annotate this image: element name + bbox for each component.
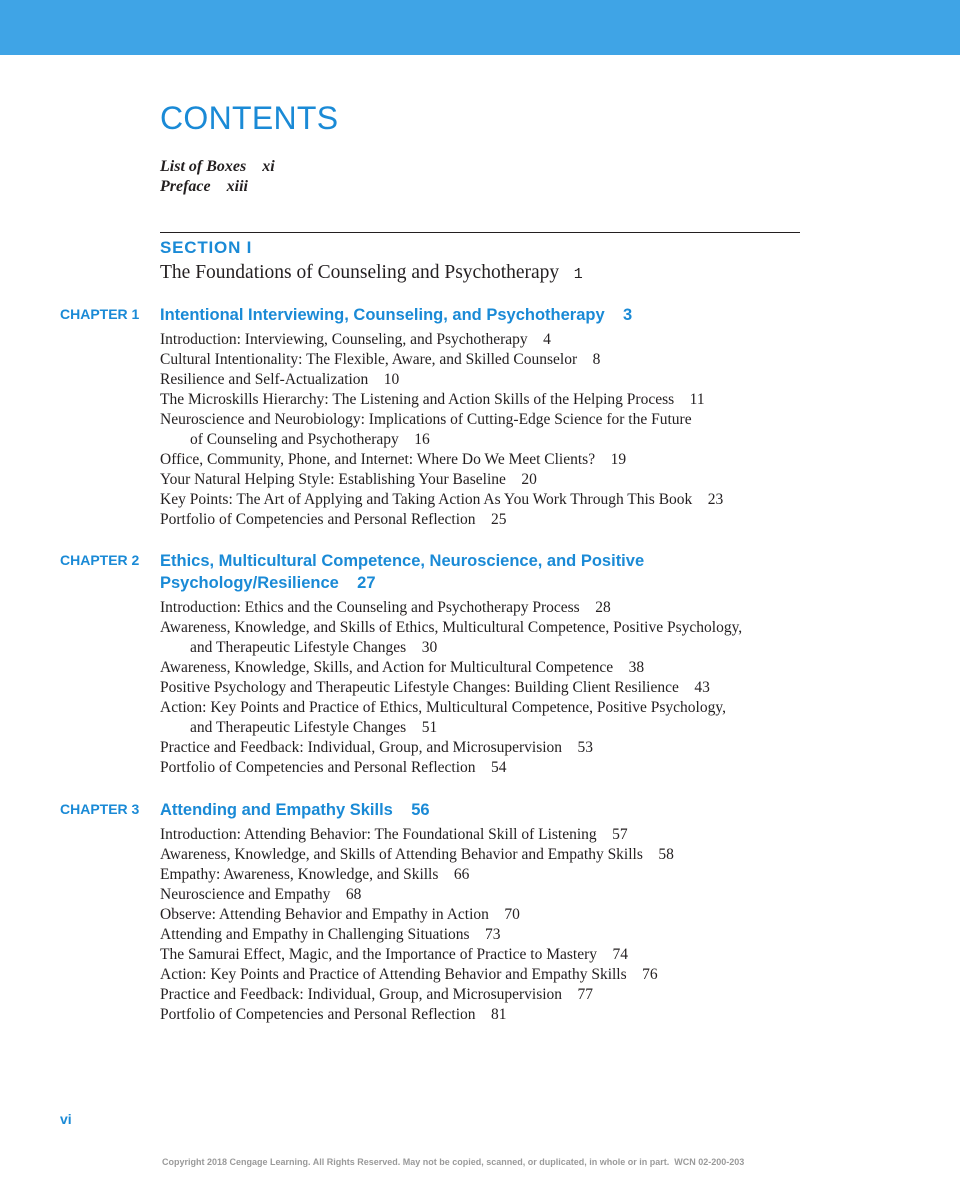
section-title[interactable] <box>160 261 583 287</box>
toc-entry-line: The Samurai Effect, Magic, and the Importance of Practice to Mastery 74 <box>160 946 628 963</box>
toc-entry-line: Action: Key Points and Practice of Ethics, Multicultural Competence, Positive Psychology, <box>160 699 726 716</box>
toc-entry[interactable] <box>160 698 800 738</box>
chapter-3 <box>60 798 800 1025</box>
toc-entry-line: of Counseling and Psychotherapy 16 <box>190 431 430 448</box>
toc-entry-line: Observe: Attending Behavior and Empathy in Action 70 <box>160 906 520 923</box>
chapter-title[interactable] <box>160 798 800 821</box>
front-matter-page: xi <box>262 158 275 175</box>
chapter-entries <box>160 598 800 778</box>
toc-entry-line: Neuroscience and Empathy 68 <box>160 886 362 903</box>
toc-entry-line: Attending and Empathy in Challenging Situations 73 <box>160 926 501 943</box>
section-label: SECTION I <box>160 238 253 257</box>
chapter-2 <box>60 549 800 778</box>
toc-entry-line: and Therapeutic Lifestyle Changes 51 <box>190 719 438 736</box>
chapter-title-line: Ethics, Multicultural Competence, Neuroscience, and Positive <box>160 552 645 570</box>
chapter-entries <box>160 330 800 530</box>
toc-entry-line: Positive Psychology and Therapeutic Lifestyle Changes: Building Client Resilience 43 <box>160 679 710 696</box>
toc-entry[interactable] <box>160 598 800 618</box>
toc-entry[interactable] <box>160 658 800 678</box>
toc-entry[interactable] <box>160 390 800 410</box>
front-matter-list <box>160 157 275 197</box>
toc-entry[interactable] <box>160 470 800 490</box>
chapter-label: CHAPTER 2 <box>60 552 140 568</box>
toc-entry[interactable] <box>160 825 800 845</box>
front-matter-item-preface[interactable] <box>160 177 275 197</box>
toc-entry-line: Practice and Feedback: Individual, Group, and Microsupervision 77 <box>160 986 594 1003</box>
toc-entry-line: Awareness, Knowledge, Skills, and Action for Multicultural Competence 38 <box>160 659 645 676</box>
toc-entry-line: Empathy: Awareness, Knowledge, and Skills 66 <box>160 866 470 883</box>
toc-entry[interactable] <box>160 905 800 925</box>
toc-entry[interactable] <box>160 925 800 945</box>
copyright-notice: Copyright 2018 Cengage Learning. All Rights Reserved. May not be copied, scanned, or duplicated, in whole or in part. WCN 02-200-203 <box>162 1157 745 1167</box>
toc-entry-line: Introduction: Interviewing, Counseling, and Psychotherapy 4 <box>160 331 551 348</box>
toc-entry-line: Awareness, Knowledge, and Skills of Ethics, Multicultural Competence, Positive Psychology, <box>160 619 743 636</box>
toc-entry-line: Introduction: Attending Behavior: The Foundational Skill of Listening 57 <box>160 826 628 843</box>
chapter-title[interactable] <box>160 303 800 326</box>
front-matter-title: Preface <box>160 178 211 195</box>
toc-entry[interactable] <box>160 450 800 470</box>
toc-entry-line: Portfolio of Competencies and Personal Reflection 25 <box>160 511 507 528</box>
toc-entry-line: Introduction: Ethics and the Counseling and Psychotherapy Process 28 <box>160 599 611 616</box>
toc-entry-line: Neuroscience and Neurobiology: Implications of Cutting-Edge Science for the Future <box>160 411 692 428</box>
toc-entry[interactable] <box>160 678 800 698</box>
chapter-entries <box>160 825 800 1025</box>
chapter-title-line: Intentional Interviewing, Counseling, and Psychotherapy 3 <box>160 306 633 324</box>
toc-entry[interactable] <box>160 618 800 658</box>
toc-entry-line: Key Points: The Art of Applying and Taking Action As You Work Through This Book 23 <box>160 491 724 508</box>
section-page-number: 1 <box>573 266 583 283</box>
toc-entry[interactable] <box>160 965 800 985</box>
chapter-label: CHAPTER 1 <box>60 306 140 322</box>
toc-entry-line: Awareness, Knowledge, and Skills of Attending Behavior and Empathy Skills 58 <box>160 846 674 863</box>
toc-entry-line: Portfolio of Competencies and Personal Reflection 81 <box>160 1006 507 1023</box>
chapter-label: CHAPTER 3 <box>60 801 140 817</box>
section-divider <box>160 232 800 233</box>
toc-entry[interactable] <box>160 845 800 865</box>
toc-entry[interactable] <box>160 330 800 350</box>
toc-entry[interactable] <box>160 865 800 885</box>
section-title-text: The Foundations of Counseling and Psychotherapy <box>160 262 560 283</box>
toc-entry[interactable] <box>160 510 800 530</box>
toc-entry-line: Practice and Feedback: Individual, Group, and Microsupervision 53 <box>160 739 594 756</box>
front-matter-title: List of Boxes <box>160 158 247 175</box>
toc-entry[interactable] <box>160 738 800 758</box>
toc-entry-line: Cultural Intentionality: The Flexible, Aware, and Skilled Counselor 8 <box>160 351 601 368</box>
toc-entry[interactable] <box>160 490 800 510</box>
toc-entry[interactable] <box>160 410 800 450</box>
toc-entry-line: Your Natural Helping Style: Establishing Your Baseline 20 <box>160 471 537 488</box>
toc-entry[interactable] <box>160 370 800 390</box>
toc-entry-line: and Therapeutic Lifestyle Changes 30 <box>190 639 438 656</box>
toc-entry[interactable] <box>160 350 800 370</box>
chapter-1 <box>60 303 800 530</box>
chapter-title-line: Attending and Empathy Skills 56 <box>160 801 430 819</box>
front-matter-item-list-of-boxes[interactable] <box>160 157 275 177</box>
chapter-title-line: Psychology/Resilience 27 <box>160 574 376 592</box>
toc-entry-line: Resilience and Self-Actualization 10 <box>160 371 400 388</box>
toc-entry[interactable] <box>160 985 800 1005</box>
top-color-band <box>0 0 960 55</box>
page-title: CONTENTS <box>160 100 339 136</box>
page-folio: vi <box>60 1111 72 1127</box>
toc-entry[interactable] <box>160 758 800 778</box>
toc-entry[interactable] <box>160 945 800 965</box>
toc-entry-line: Portfolio of Competencies and Personal Reflection 54 <box>160 759 507 776</box>
front-matter-page: xiii <box>226 178 248 195</box>
toc-entry[interactable] <box>160 1005 800 1025</box>
toc-entry-line: Action: Key Points and Practice of Attending Behavior and Empathy Skills 76 <box>160 966 658 983</box>
toc-entry-line: The Microskills Hierarchy: The Listening and Action Skills of the Helping Process 11 <box>160 391 705 408</box>
toc-entry[interactable] <box>160 885 800 905</box>
toc-entry-line: Office, Community, Phone, and Internet: Where Do We Meet Clients? 19 <box>160 451 627 468</box>
chapter-title[interactable] <box>160 549 800 594</box>
